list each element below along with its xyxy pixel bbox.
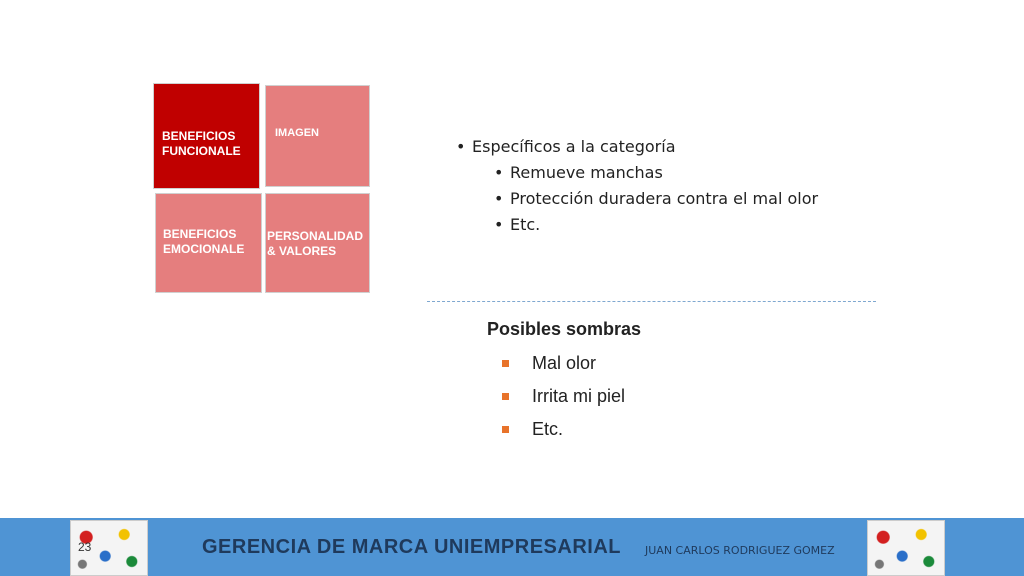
bullet-text: Etc. (510, 215, 541, 234)
square-bullet-icon (502, 426, 509, 433)
quadrant-functional-benefits: BENEFICIOS FUNCIONALE (153, 83, 260, 189)
quadrant-emotional-benefits: BENEFICIOS EMOCIONALE (155, 193, 262, 293)
list-item: • Específicos a la categoría (456, 137, 676, 156)
square-bullet-icon (502, 393, 509, 400)
shadows-list (502, 349, 625, 448)
list-item: • Remueve manchas (494, 163, 663, 182)
slide-number: 23 (78, 540, 92, 554)
list-item: Irrita mi piel (502, 382, 625, 415)
quadrant-personality-values: PERSONALIDAD & VALORES (265, 193, 370, 293)
main-bullet-list (456, 134, 676, 160)
list-item: • Etc. (494, 215, 541, 234)
footer-bar (0, 518, 1024, 576)
bullet-text: Protección duradera contra el mal olor (510, 189, 819, 208)
footer-author: JUAN CARLOS RODRIGUEZ GOMEZ (645, 544, 835, 557)
footer-title: GERENCIA DE MARCA UNIEMPRESARIAL (202, 536, 621, 558)
list-item: • Protección duradera contra el mal olor (494, 189, 819, 208)
list-item: Mal olor (502, 349, 625, 382)
list-item: Etc. (502, 415, 625, 448)
dashed-divider (427, 301, 876, 302)
quadrant-image: IMAGEN (265, 85, 370, 187)
bullet-text: Remueve manchas (510, 163, 663, 182)
bullet-text: Específicos a la categoría (472, 137, 676, 156)
shadows-heading: Posibles sombras (487, 319, 642, 339)
brand-logo-collage-icon (867, 520, 945, 576)
sub-bullet-list (494, 160, 819, 238)
square-bullet-icon (502, 360, 509, 367)
